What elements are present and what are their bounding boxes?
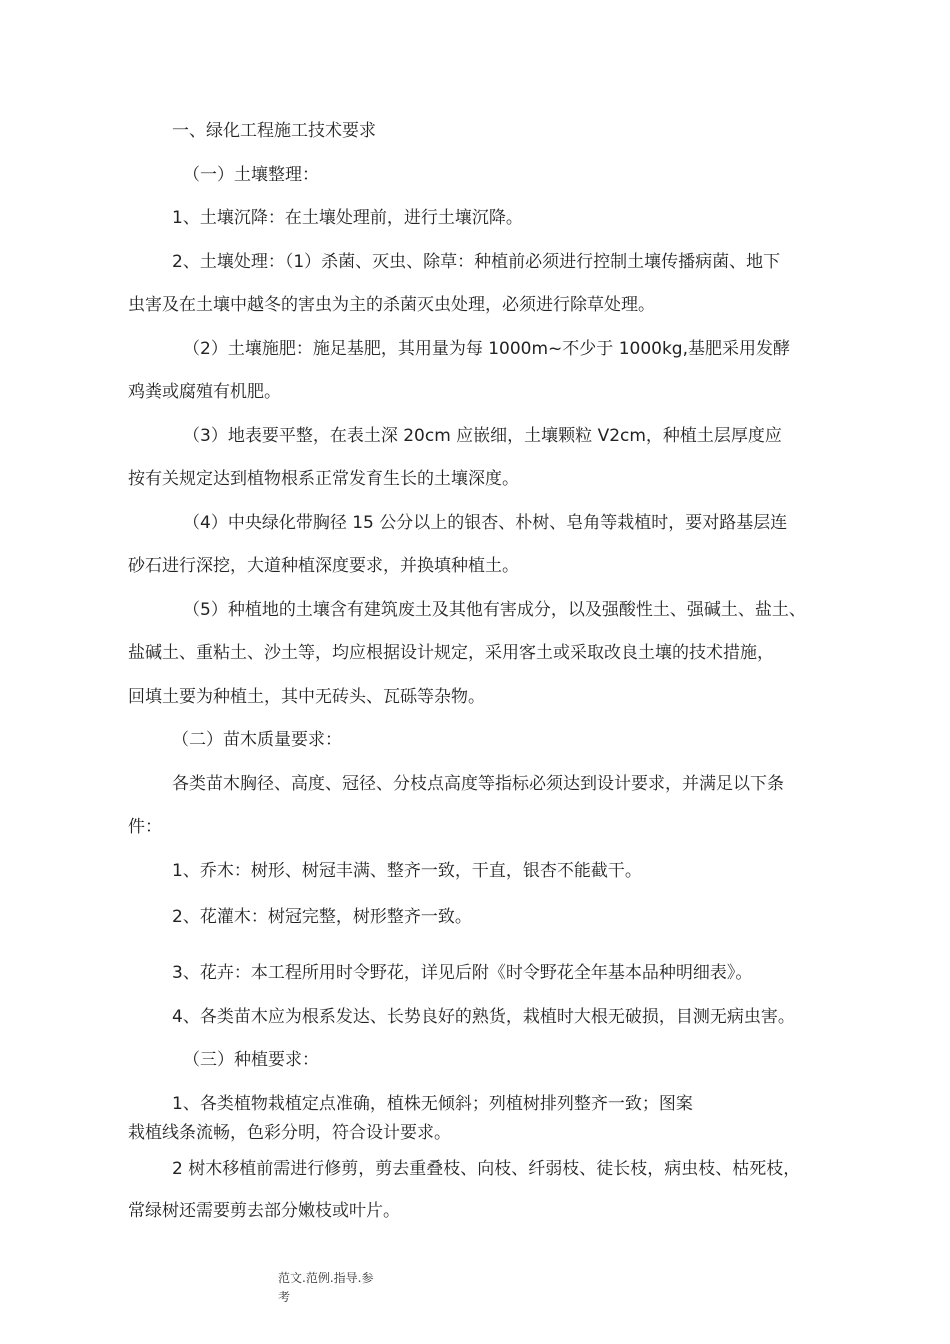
paragraph-line: 1、乔木：树形、树冠丰满、整齐一致，干直，银杏不能截干。 (172, 861, 642, 881)
paragraph-line: 1、各类植物栽植定点准确，植株无倾斜；列植树排列整齐一致；图案 (172, 1094, 693, 1114)
paragraph-line: 各类苗木胸径、高度、冠径、分枝点高度等指标必须达到设计要求，并满足以下条 (172, 774, 784, 794)
paragraph-line: 1、土壤沉降：在土壤处理前，进行土壤沉降。 (172, 208, 523, 228)
paragraph-line: （4）中央绿化带胸径 15 公分以上的银杏、朴树、皂角等栽植时，要对路基层连 (183, 513, 788, 533)
paragraph-line: 2 树木移植前需进行修剪，剪去重叠枝、向枝、纤弱枝、徒长枝，病虫枝、枯死枝， (172, 1159, 801, 1179)
paragraph-line: 3、花卉：本工程所用时令野花，详见后附《时令野花全年基本品种明细表》。 (172, 963, 753, 983)
paragraph-line: （3）地表要平整，在表土深 20cm 应嵌细，土壤颗粒 V2cm，种植土层厚度应 (183, 426, 782, 446)
subsection-heading: （一）土壤整理： (183, 165, 319, 185)
paragraph-line: 砂石进行深挖，大道种植深度要求，并换填种植土。 (128, 556, 519, 576)
paragraph-line: 虫害及在土壤中越冬的害虫为主的杀菌灭虫处理，必须进行除草处理。 (128, 295, 655, 315)
paragraph-line: 常绿树还需要剪去部分嫩枝或叶片。 (128, 1201, 400, 1221)
footer-text: 考 (278, 1290, 291, 1304)
paragraph-line: 4、各类苗木应为根系发达、长势良好的熟货，栽植时大根无破损，目测无病虫害。 (172, 1007, 795, 1027)
paragraph-line: 盐碱土、重粘土、沙土等，均应根据设计规定，采用客土或采取改良土壤的技术措施， (128, 643, 774, 663)
paragraph-line: （2）土壤施肥：施足基肥，其用量为每 1000m~不少于 1000kg,基肥采用发酵 (183, 339, 790, 359)
subsection-heading: （三）种植要求： (183, 1050, 319, 1070)
paragraph-line: 件： (128, 817, 162, 837)
paragraph-line: 按有关规定达到植物根系正常发育生长的土壤深度。 (128, 469, 519, 489)
subsection-heading: （二）苗木质量要求： (172, 730, 342, 750)
paragraph-line: 2、土壤处理：（1）杀菌、灭虫、除草：种植前必须进行控制土壤传播病菌、地下 (172, 252, 781, 272)
section-heading: 一、绿化工程施工技术要求 (172, 121, 376, 141)
paragraph-line: 鸡粪或腐殖有机肥。 (128, 382, 281, 402)
paragraph-line: 栽植线条流畅，色彩分明，符合设计要求。 (128, 1123, 451, 1143)
paragraph-line: （5）种植地的土壤含有建筑废土及其他有害成分，以及强酸性土、强碱土、盐土、 (183, 600, 806, 620)
footer-text: 范文.范例.指导.参 (278, 1271, 374, 1285)
paragraph-line: 回填土要为种植土，其中无砖头、瓦砾等杂物。 (128, 687, 485, 707)
paragraph-line: 2、花灌木：树冠完整，树形整齐一致。 (172, 907, 472, 927)
